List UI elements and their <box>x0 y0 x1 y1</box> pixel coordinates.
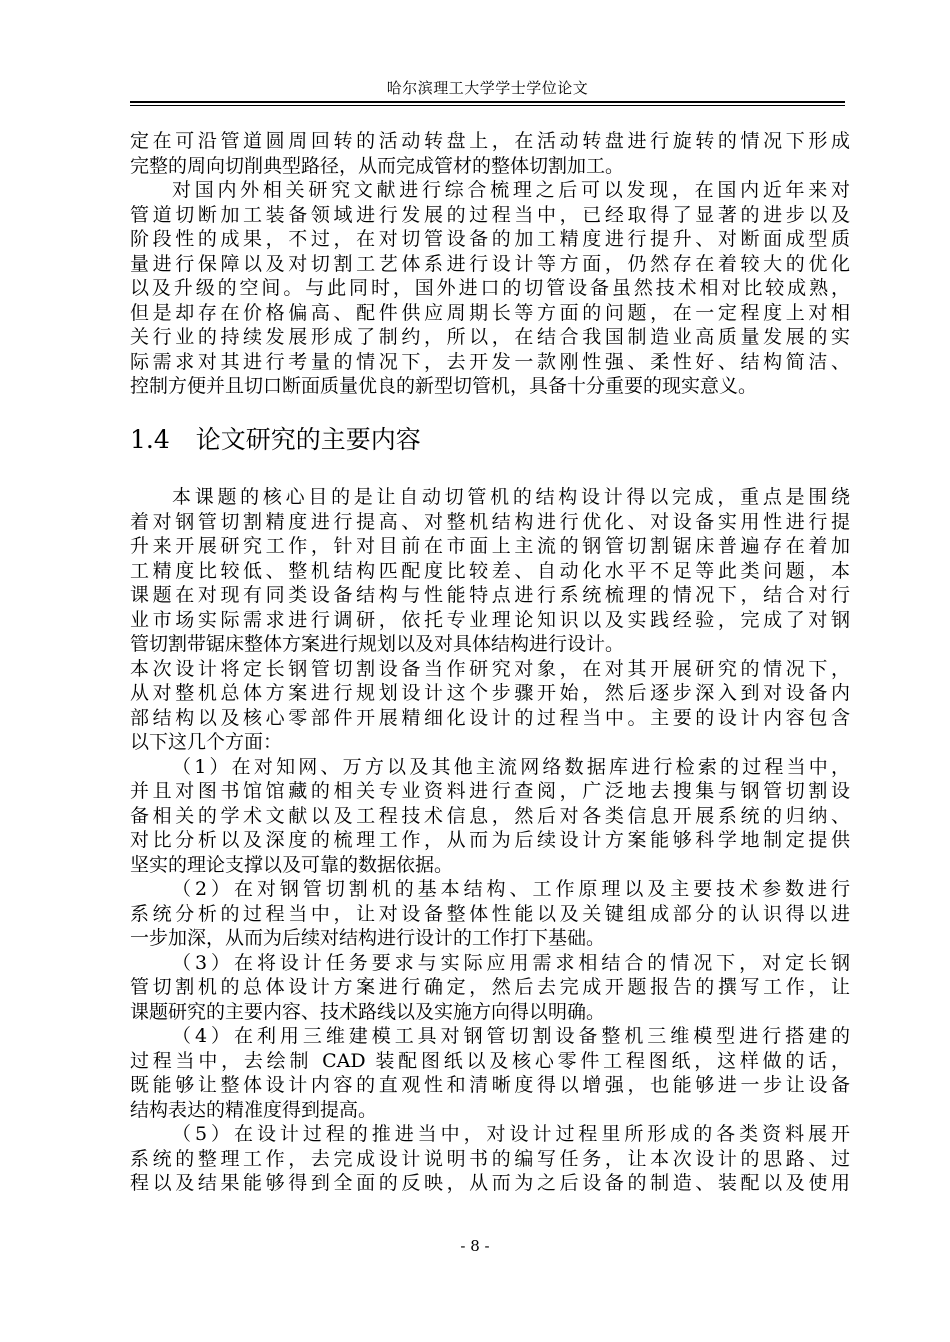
text-line: 备相关的学术文献以及工程技术信息，然后对各类信息开展系统的归纳、 <box>130 804 850 827</box>
page-number: - 8 - <box>460 1237 490 1255</box>
page-header: 哈尔滨理工大学学士学位论文 <box>386 79 589 97</box>
text-line: 际需求对其进行考量的情况下，去开发一款刚性强、柔性好、结构简洁、 <box>130 350 850 373</box>
text-line: （4）在利用三维建模工具对钢管切割设备整机三维模型进行搭建的 <box>172 1025 850 1047</box>
text-line: 管切割机的总体设计方案进行确定，然后去完成开题报告的撰写工作，让 <box>130 976 850 998</box>
text-line: 从对整机总体方案进行规划设计这个步骤开始，然后逐步深入到对设备内 <box>130 682 850 704</box>
text-line: 本课题的核心目的是让自动切管机的结构设计得以完成，重点是围绕 <box>172 486 850 508</box>
text-line: 本次设计将定长钢管切割设备当作研究对象，在对其开展研究的情况下， <box>130 657 850 680</box>
text-line: 量进行保障以及对切割工艺体系进行设计等方面，仍然存在着较大的优化 <box>130 252 850 275</box>
text-line: 部结构以及核心零部件开展精细化设计的过程当中。主要的设计内容包含 <box>130 706 850 729</box>
header-rule-thin <box>130 105 845 106</box>
text-line: 并且对图书馆馆藏的相关专业资料进行查阅，广泛地去搜集与钢管切割设 <box>130 780 850 802</box>
header-rule <box>130 101 845 103</box>
text-line: 对国内外相关研究文献进行综合梳理之后可以发现，在国内近年来对 <box>172 179 850 201</box>
text-line: 对比分析以及深度的梳理工作，从而为后续设计方案能够科学地制定提供 <box>130 829 850 851</box>
section-heading <box>130 424 421 456</box>
text-line: 程以及结果能够得到全面的反映，从而为之后设备的制造、装配以及使用 <box>130 1172 850 1194</box>
text-line: 管道切断加工装备领域进行发展的过程当中，已经取得了显著的进步以及 <box>130 203 850 226</box>
text-line: 课题研究的主要内容、技术路线以及实施方向得以明确。 <box>130 1000 606 1023</box>
text-line: 系统分析的过程当中，让对设备整体性能以及关键组成部分的认识得以进 <box>130 902 850 925</box>
text-line: 结构表达的精准度得到提高。 <box>130 1098 378 1121</box>
text-line: 一步加深，从而为后续对结构进行设计的工作打下基础。 <box>130 927 606 949</box>
text-line: 既能够让整体设计内容的直观性和清晰度得以增强，也能够进一步让设备 <box>130 1074 850 1096</box>
text-line: 系统的整理工作，去完成设计说明书的编写任务，让本次设计的思路、过 <box>130 1147 850 1170</box>
text-line: 完整的周向切削典型路径，从而完成管材的整体切割加工。 <box>130 154 625 177</box>
text-line: 阶段性的成果，不过，在对切管设备的加工精度进行提升、对断面成型质 <box>130 228 850 250</box>
text-line: 管切割带锯床整体方案进行规划以及对具体结构进行设计。 <box>130 633 625 655</box>
section-title: 论文研究的主要内容 <box>195 425 421 454</box>
text-line: 着对钢管切割精度进行提高、对整机结构进行优化、对设备实用性进行提 <box>130 510 850 533</box>
text-line: 但是却存在价格偏高、配件供应周期长等方面的问题，在一定程度上对相 <box>130 301 850 324</box>
intro-text <box>130 129 850 399</box>
text-line: 关行业的持续发展形成了制约，所以，在结合我国制造业高质量发展的实 <box>130 326 850 348</box>
content-text <box>130 485 850 1196</box>
text-line: （5）在设计过程的推进当中，对设计过程里所形成的各类资料展开 <box>172 1123 850 1145</box>
text-line: 定在可沿管道圆周回转的活动转盘上，在活动转盘进行旋转的情况下形成 <box>130 130 850 152</box>
text-line: 升来开展研究工作，针对目前在市面上主流的钢管切割锯床普遍存在着加 <box>130 535 850 557</box>
text-line: 过程当中，去绘制 CAD 装配图纸以及核心零件工程图纸，这样做的话， <box>130 1049 850 1072</box>
text-line: 坚实的理论支撑以及可靠的数据依据。 <box>130 853 454 876</box>
text-line: 以及升级的空间。与此同时，国外进口的切管设备虽然技术相对比较成熟， <box>130 277 850 299</box>
text-line: 控制方便并且切口断面质量优良的新型切管机，具备十分重要的现实意义。 <box>130 375 758 397</box>
text-line: 以下这几个方面： <box>130 731 283 753</box>
section-number: 1.4 <box>130 425 170 454</box>
text-line: 课题在对现有同类设备结构与性能特点进行系统梳理的情况下，结合对行 <box>130 584 850 606</box>
text-line: （1）在对知网、万方以及其他主流网络数据库进行检索的过程当中， <box>172 755 850 778</box>
text-line: 业市场实际需求进行调研，依托专业理论知识以及实践经验，完成了对钢 <box>130 608 850 631</box>
text-line: （3）在将设计任务要求与实际应用需求相结合的情况下，对定长钢 <box>172 951 850 974</box>
text-line: 工精度比较低、整机结构匹配度比较差、自动化水平不足等此类问题，本 <box>130 559 850 582</box>
text-line: （2）在对钢管切割机的基本结构、工作原理以及主要技术参数进行 <box>172 878 850 900</box>
